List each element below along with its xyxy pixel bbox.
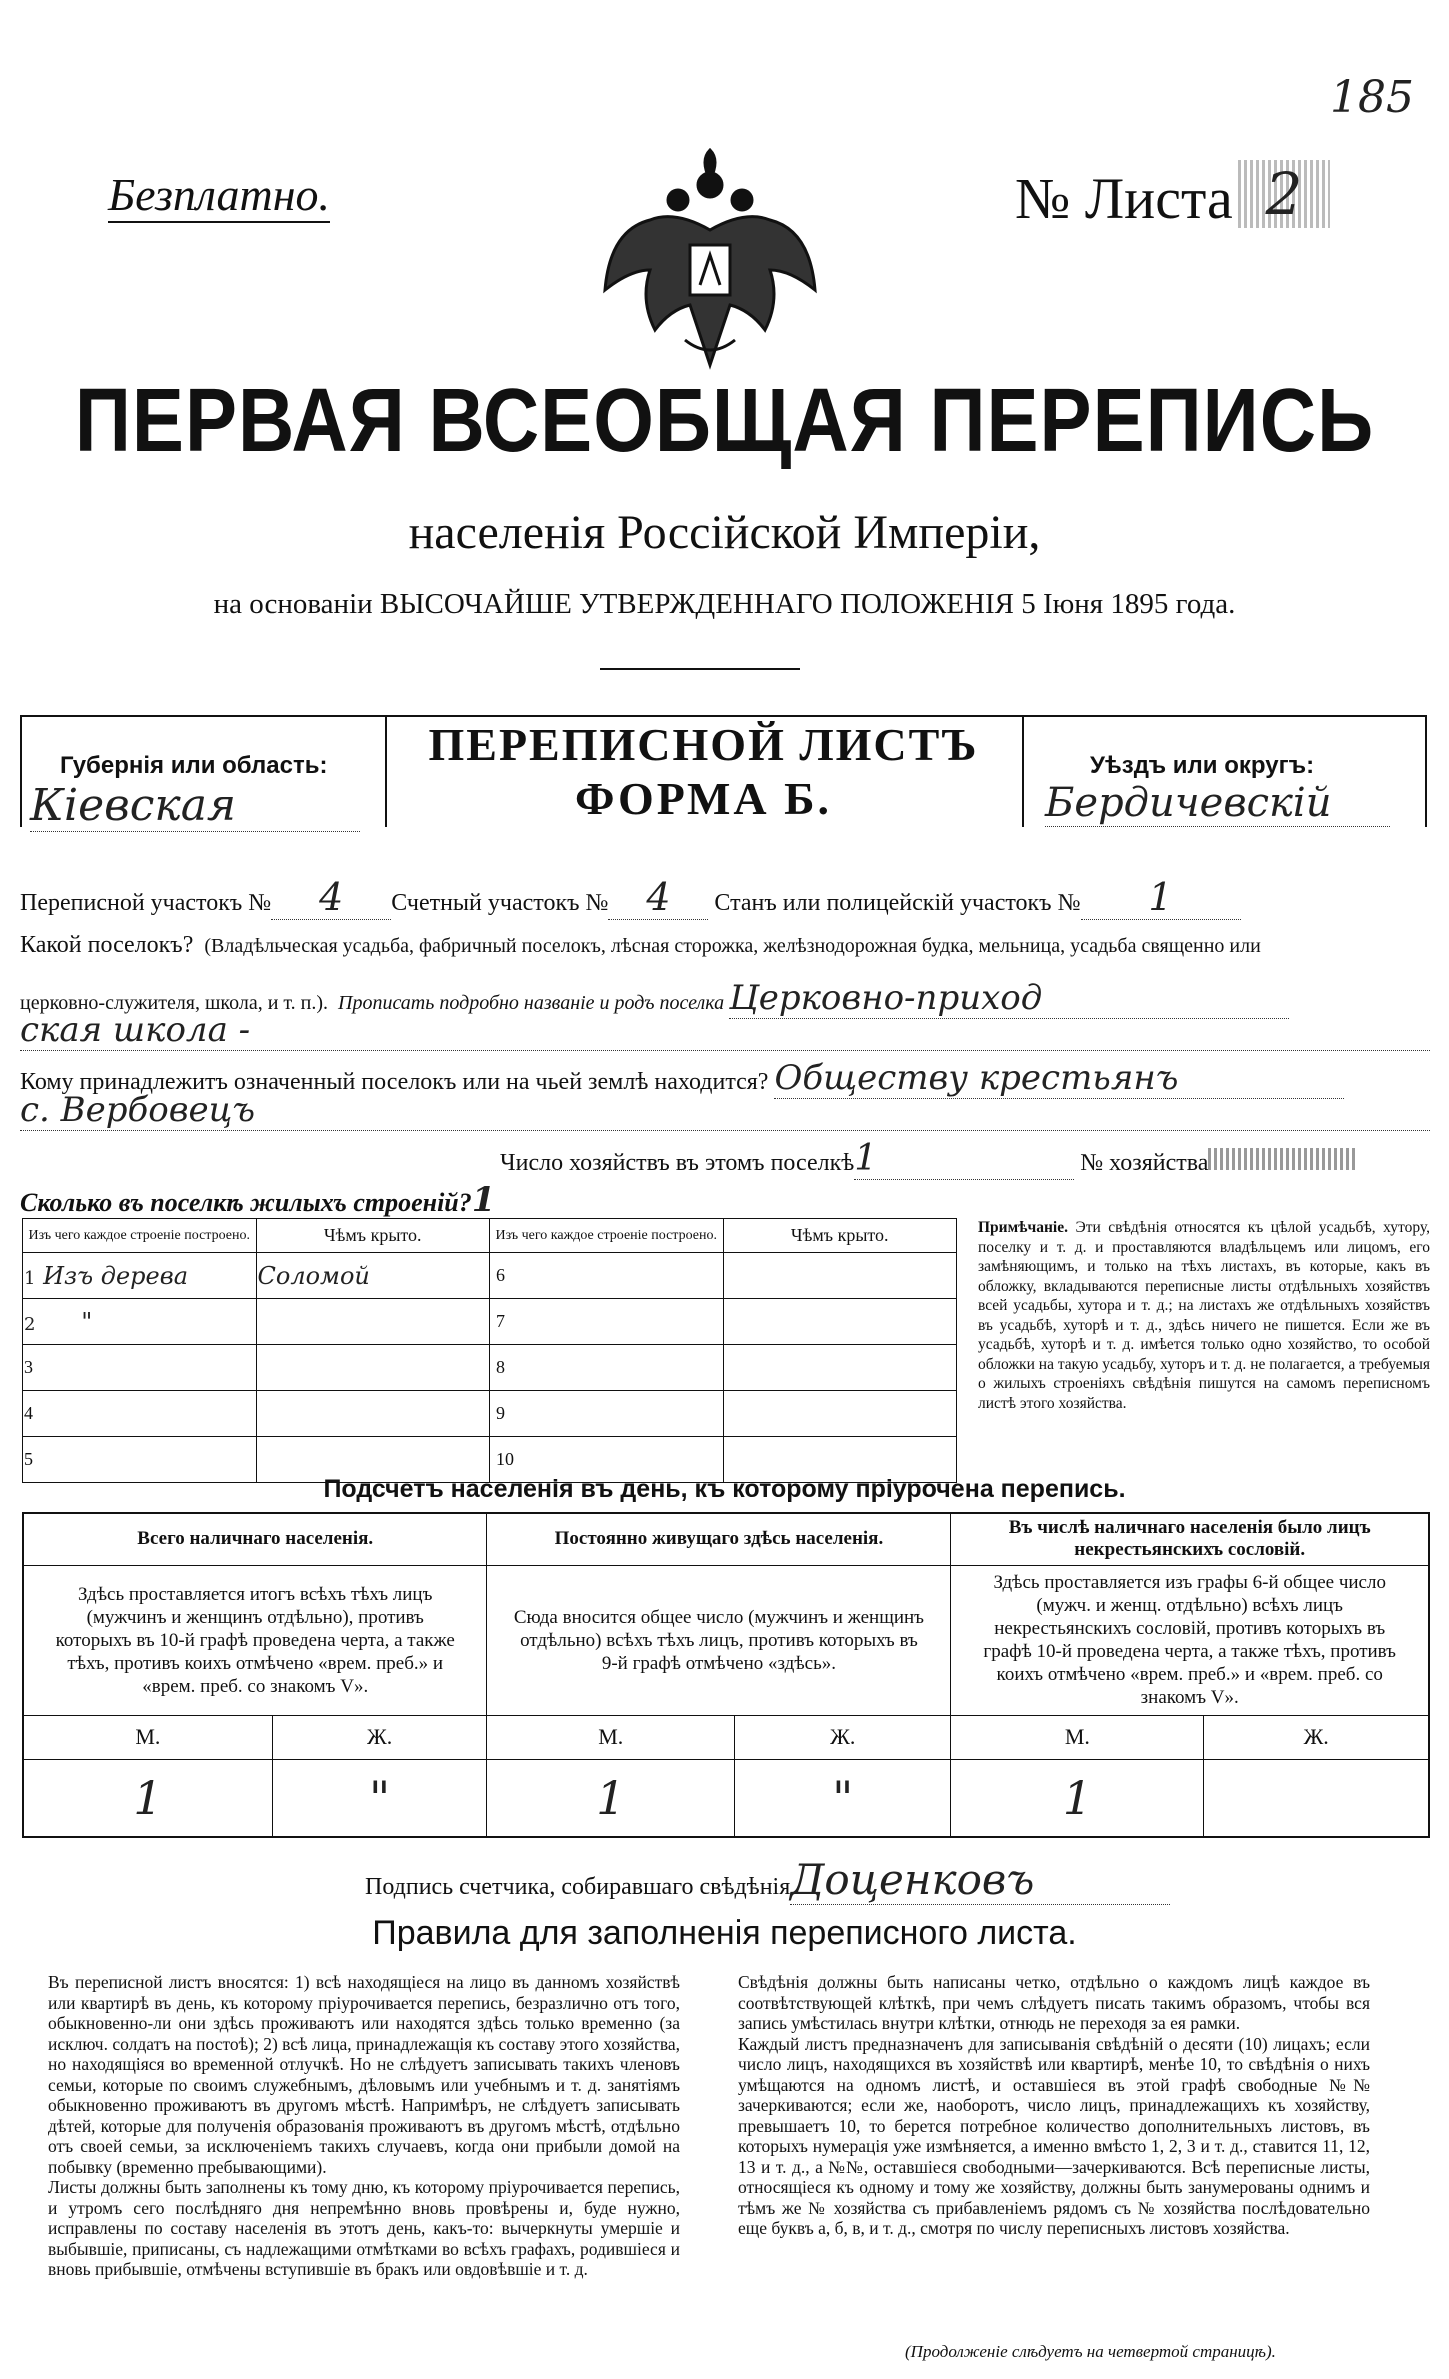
buildings-label: Сколько въ поселкѣ жилыхъ строеній? (20, 1188, 472, 1217)
col-resident-head: Постоянно живущаго здѣсь населенія. (487, 1513, 951, 1565)
form-name: ФОРМА Б. (574, 773, 833, 824)
settlement-hint-2: церковно-служителя, школа, и т. п.). (20, 992, 328, 1014)
census-basis: на основаніи ВЫСОЧАЙШЕ УТВЕРЖДЕННАГО ПОЛОЖЕНІЯ 5 Іюня 1895 года. (213, 588, 1236, 620)
settlement-row (20, 932, 1430, 959)
buildings-value: 1 (471, 1180, 496, 1220)
divider (600, 668, 800, 670)
census-district-value: 4 (271, 875, 391, 920)
household-no-value (1208, 1148, 1358, 1170)
rules-left-text: Въ переписной листъ вносятся: 1) всѣ находящіеся на лицо въ данномъ хозяйствѣ или квартирѣ въ день, къ которому пріурочивается перепись, безразлично отъ того, обыкновенно-ли они здѣсь проживаютъ или находятся здѣсь только временно (за исключ. солдатъ на постоѣ); 2) всѣ лица, принадлежащія къ составу этого хозяйства, но находящіяся во временной отлучкѣ. Но не слѣдуетъ записывать такихъ членовъ семьи, которые по своимъ служебнымъ, дѣловымъ или учебнымъ и т. д. занятіямъ обыкновенно проживаютъ въ другомъ мѣстѣ. Напримѣръ, не слѣдуетъ записывать дѣтей, которые для полученія образованія проживаютъ въ другомъ мѣстѣ, отдѣльно отъ своей семьи, за исключеніемъ такихъ случаевъ, когда они прибыли домой на побывку (временно пребывающими). Листы должны быть заполнены къ тому дню, къ которому пріурочивается перепись, и утромъ сего послѣдняго дня непремѣнно вновь провѣрены и, буде нужно, исправлены по составу населенія въ этотъ день, какъ-то: вычеркнуты умершіе и выбывшіе, приписаны, съ надлежащими отмѣтками во всѣхъ графахъ, родившіеся и вновь прибывшіе, отмѣчены вступившіе въ бракъ или овдовѣвшіе и т. д. (48, 1972, 680, 2279)
settlement-value-2: ская школа - (20, 1010, 1430, 1051)
district-value: Бердичевскій (1045, 780, 1390, 827)
male-header: М. (23, 1715, 272, 1759)
double-headed-eagle-icon (590, 140, 830, 380)
present-female-value: " (272, 1759, 487, 1837)
col-built-right: Изъ чего каждое строеніе построено. (490, 1219, 724, 1253)
settlement-value-1: Церковно-приход (729, 978, 1289, 1019)
corner-number: 185 (1330, 72, 1414, 123)
household-no-label: № хозяйства (1080, 1150, 1209, 1176)
female-header: Ж. (272, 1715, 487, 1759)
table-row: 1 Изъ дерева Соломой 6 (23, 1253, 957, 1299)
sheet-number-value: 2 (1238, 160, 1330, 228)
owner-label: Кому принадлежитъ означенный поселокъ или на чьей землѣ находится? (20, 1069, 769, 1095)
counting-district-label: Счетный участокъ № (391, 890, 609, 916)
settlement-hint-3: Прописать подробно названіе и родъ поселка (338, 992, 725, 1014)
female-header: Ж. (735, 1715, 951, 1759)
male-header: М. (487, 1715, 735, 1759)
built-value: Изъ дерева (43, 1261, 188, 1290)
police-district-value: 1 (1081, 875, 1241, 920)
census-title: ПЕРВАЯ ВСЕОБЩАЯ ПЕРЕПИСЬ (74, 369, 1375, 471)
col-present-head: Всего наличнаго населенія. (23, 1513, 487, 1565)
census-district-label: Переписной участокъ № (20, 890, 272, 916)
signature-row (365, 1855, 1170, 1905)
buildings-table (22, 1218, 957, 1483)
households-label: Число хозяйствъ въ этомъ поселкѣ (500, 1150, 855, 1176)
rules-continue: (Продолженіе слѣдуетъ на четвертой страницѣ). (905, 2342, 1276, 2361)
nonpeasant-female-value (1204, 1759, 1429, 1837)
buildings-row (20, 1180, 495, 1220)
col-roof-left: Чѣмъ крыто. (256, 1219, 490, 1253)
table-row: 2 " 7 (23, 1299, 957, 1345)
free-label: Безплатно. (108, 168, 330, 223)
sheet-number-label: № Листа (1015, 166, 1233, 231)
owner-value-2: с. Вербовецъ (20, 1090, 1430, 1131)
settlement-hint: (Владѣльческая усадьба, фабричный поселокъ, лѣсная сторожка, желѣзнодорожная будка, мельница, усадьба священно или (204, 935, 1261, 957)
col-built-left: Изъ чего каждое строеніе построено. (23, 1219, 257, 1253)
rules-right-text: Свѣдѣнія должны быть написаны четко, отдѣльно о каждомъ лицѣ каждое въ соотвѣтствующей клѣткѣ, при чемъ слѣдуетъ писать такимъ образомъ, чтобы вся запись умѣстилась внутри клѣтки, отнюдь не переходя за ея рамки. Каждый листъ предназначенъ для записыванія свѣдѣній о десяти (10) лицахъ; если число лицъ, находящихся въ хозяйствѣ или квартирѣ, менѣе 10, то свѣдѣнія о нихъ умѣщаются на одномъ листѣ, и оставшіеся въ этой графѣ свободные №№ зачеркиваются; если же, наоборотъ, число лицъ, принадлежащихъ къ хозяйству, превышаетъ 10, то берется потребное количество дополнительныхъ листовъ, въ которыхъ нумерація уже измѣняется, а именно вмѣсто 1, 2, 3 и т. д., ставится 11, 12, 13 и т. д., а №№, оставшіеся свободными—зачеркиваются. Всѣ переписные листы, относящіеся къ одному и тому же хозяйству, должны быть занумерованы однимъ и тѣмъ же № хозяйства съ прибавленіемъ рядомъ съ № хозяйства послѣдовательно еще буквъ а, б, в, и т. д., смотря по числу переписныхъ листовъ хозяйства. (738, 1972, 1370, 2238)
col-resident-text: Сюда вносится общее число (мужчинъ и женщинъ отдѣльно) всѣхъ тѣхъ лицъ, противъ которыхъ въ 9-й графѣ отмѣчено «здѣсь». (487, 1565, 951, 1715)
province-value: Кіевская (30, 780, 360, 832)
signature-label: Подпись счетчика, собиравшаго свѣдѣнія (365, 1874, 791, 1900)
owner-value-1: Обществу крестьянъ (774, 1058, 1344, 1099)
note-title: Примѣчаніе. (978, 1219, 1068, 1236)
col-nonpeasant-head: Въ числѣ наличнаго населенія было лицъ некрестьянскихъ сословій. (951, 1513, 1429, 1565)
female-header: Ж. (1204, 1715, 1429, 1759)
census-subtitle: населенія Россійской Имперіи, (408, 506, 1041, 559)
form-box-right-border (1425, 715, 1427, 827)
table-row: 5 10 (23, 1437, 957, 1483)
census-district-row (20, 875, 1430, 920)
col-present-text: Здѣсь проставляется итогъ всѣхъ тѣхъ лицъ (мужчинъ и женщинъ отдѣльно), противъ которыхъ въ 10-й графѣ проведена черта, а также тѣхъ, противъ коихъ отмѣчено «врем. преб.» и «врем. преб. со знакомъ V». (23, 1565, 487, 1715)
table-row: 3 8 (23, 1345, 957, 1391)
table-row: 4 9 (23, 1391, 957, 1437)
sheet-title: ПЕРЕПИСНОЙ ЛИСТЪ (428, 719, 979, 770)
note-block (978, 1218, 1430, 1413)
present-male-value: 1 (23, 1759, 272, 1837)
col-roof-right: Чѣмъ крыто. (723, 1219, 957, 1253)
rules-title: Правила для заполненія переписного листа. (372, 1914, 1077, 1952)
male-header: М. (951, 1715, 1204, 1759)
col-nonpeasant-text: Здѣсь проставляется изъ графы 6-й общее число (мужч. и женщ. отдѣльно) всѣхъ лицъ некрестьянскихъ сословій, противъ которыхъ въ графѣ 10-й проведена черта, а также тѣхъ, противъ коихъ отмѣчено «врем. преб.» и «врем. преб. со знакомъ V». (951, 1565, 1429, 1715)
settlement-label: Какой поселокъ? (20, 932, 194, 958)
resident-female-value: " (735, 1759, 951, 1837)
households-value: 1 (854, 1138, 1074, 1180)
signature-value: Доценковъ (790, 1855, 1170, 1905)
population-count-table (22, 1512, 1430, 1838)
form-box-divider-right (1022, 715, 1024, 827)
count-title: Подсчетъ населенія въ день, къ которому пріурочена перепись. (323, 1475, 1126, 1503)
nonpeasant-male-value: 1 (951, 1759, 1204, 1837)
district-label: Уѣздъ или округъ: (1090, 752, 1315, 779)
roof-value: Соломой (256, 1253, 490, 1299)
note-text: Эти свѣдѣнія относятся къ цѣлой усадьбѣ, хутору, поселку и т. д. и проставляются владѣльцемъ или лицомъ, его замѣняющимъ, и только на тѣхъ листахъ, въ которые, какъ въ обложку, вкладываются переписные листы отдѣльныхъ хозяйствъ всей усадьбы, хутора и т. д.; на листахъ же отдѣльныхъ хозяйствъ въ усадьбѣ, хуторѣ и т. д., здѣсь ничего не пишется. Если же въ усадьбѣ, хуторѣ и т. д. имѣется только одно хозяйство, то особой обложки на такую усадьбу, хуторъ и т. д. не полагается, а требуемыя о жилыхъ строеніяхъ свѣдѣнія пишутся на самомъ переписномъ листѣ этого хозяйства. (978, 1219, 1430, 1412)
police-district-label: Станъ или полицейскій участокъ № (714, 890, 1081, 916)
households-row (500, 1138, 1430, 1180)
resident-male-value: 1 (487, 1759, 735, 1837)
counting-district-value: 4 (608, 875, 708, 920)
form-box-left-border (20, 715, 22, 827)
province-label: Губернія или область: (60, 752, 328, 779)
